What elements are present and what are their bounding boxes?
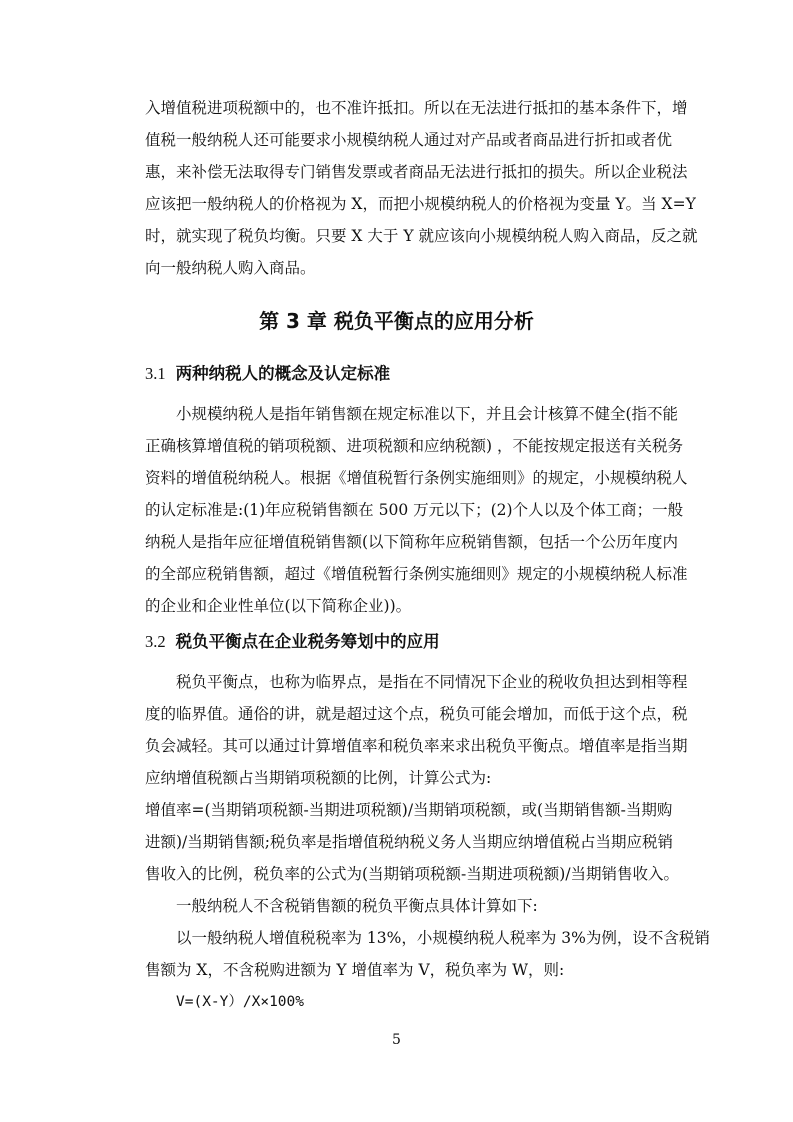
text-line: 增值率=(当期销项税额-当期进项税额)/当期销项税额，或(当期销售额-当期购	[145, 801, 673, 819]
intro-paragraph	[145, 92, 705, 284]
section-3-2-paragraph-3	[145, 890, 705, 922]
text-line: 负会减轻。其可以通过计算增值率和税负率来求出税负平衡点。增值率是指当期	[145, 737, 688, 755]
text-line: 的企业和企业性单位(以下简称企业))。	[145, 597, 412, 615]
page-number: 5	[392, 1032, 401, 1048]
text-line: 以一般纳税人增值税税率为 13%，小规模纳税人税率为 3%为例，设不含税销	[176, 929, 710, 947]
section-3-2-paragraph-2	[145, 794, 705, 890]
text-line: 应该把一般纳税人的价格视为 X，而把小规模纳税人的价格视为变量 Y。当 X=Y	[145, 195, 696, 213]
text-line: 向一般纳税人购入商品。	[145, 259, 316, 277]
section-title: 税负平衡点在企业税务筹划中的应用	[175, 632, 440, 651]
section-number: 3.1	[145, 364, 166, 383]
text-line: 进额)/当期销售额;税负率是指增值税纳税义务人当期应纳增值税占当期应税销	[145, 833, 673, 851]
text-line: 纳税人是指年应征增值税销售额(以下简称年应税销售额，包括一个公历年度内	[145, 533, 679, 551]
text-line: 惠，来补偿无法取得专门销售发票或者商品无法进行抵扣的损失。所以企业税法	[145, 163, 688, 181]
text-line: 入增值税进项税额中的，也不准许抵扣。所以在无法进行抵扣的基本条件下，增	[145, 99, 688, 117]
text-line: 正确核算增值税的销项税额、进项税额和应纳税额) ，不能按规定报送有关税务	[145, 437, 683, 455]
formula-text: V=(X-Y）/X×100%	[176, 994, 304, 1010]
chapter-title: 第 3 章 税负平衡点的应用分析	[259, 309, 534, 333]
text-line: 售收入的比例，税负率的公式为(当期销项税额-当期进项税额)/当期销售收入。	[145, 865, 680, 883]
formula	[145, 986, 705, 1018]
text-line: 税负平衡点，也称为临界点，是指在不同情况下企业的税收负担达到相等程	[176, 673, 688, 691]
section-3-2-paragraph-4	[145, 922, 710, 986]
section-title: 两种纳税人的概念及认定标准	[175, 364, 391, 383]
text-line: 资料的增值税纳税人。根据《增值税暂行条例实施细则》的规定，小规模纳税人	[145, 469, 688, 487]
text-line: 的全部应税销售额，超过《增值税暂行条例实施细则》规定的小规模纳税人标准	[145, 565, 688, 583]
section-number: 3.2	[145, 632, 166, 651]
section-heading-3-2	[145, 628, 440, 652]
text-line: 一般纳税人不含税销售额的税负平衡点具体计算如下:	[176, 897, 538, 915]
text-line: 时，就实现了税负均衡。只要 X 大于 Y 就应该向小规模纳税人购入商品，反之就	[145, 227, 698, 245]
text-line: 小规模纳税人是指年销售额在规定标准以下，并且会计核算不健全(指不能	[176, 405, 679, 423]
text-line: 值税一般纳税人还可能要求小规模纳税人通过对产品或者商品进行折扣或者优	[145, 131, 673, 149]
text-line: 售额为 X，不含税购进额为 Y 增值率为 V，税负率为 W，则:	[145, 961, 565, 979]
section-heading-3-1	[145, 360, 390, 384]
text-line: 度的临界值。通俗的讲，就是超过这个点，税负可能会增加，而低于这个点，税	[145, 705, 688, 723]
text-line: 的认定标准是:(1)年应税销售额在 500 万元以下；(2)个人以及个体工商；一般	[145, 501, 684, 519]
section-3-1-paragraph	[145, 398, 705, 622]
section-3-2-paragraph-1	[145, 666, 705, 794]
text-line: 应纳增值税额占当期销项税额的比例，计算公式为:	[145, 769, 492, 787]
